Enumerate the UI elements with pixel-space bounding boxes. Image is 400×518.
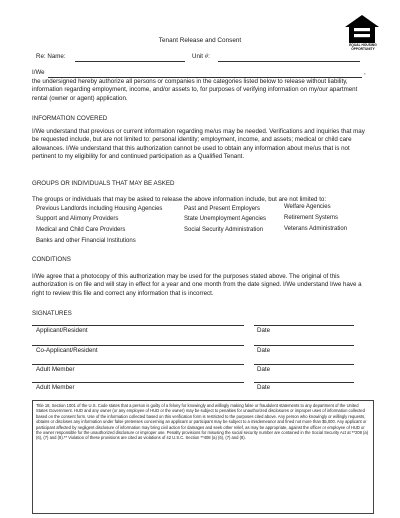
intro-paragraph: the undersigned hereby authorize all persons or companies in the categories listed below to release without liability, information regarding employment, income, and/or assets to, for purposes of verifying information on my/our apartment rental (owner or agent) application.	[32, 78, 358, 102]
logo-caption-line-1: EQUAL HOUSING	[349, 43, 377, 47]
name-field[interactable]	[75, 61, 185, 62]
group-item: Previous Landlords including Housing Agencies	[36, 206, 163, 212]
group-item: Medical and Child Care Providers	[36, 227, 126, 233]
signatures-heading: SIGNATURES	[32, 310, 72, 317]
date-line-applicant[interactable]	[254, 325, 354, 326]
signature-label: Adult Member	[36, 384, 75, 391]
date-label: Date	[257, 347, 271, 354]
logo-caption-line-2: OPPORTUNITY	[351, 47, 375, 51]
date-line-co-applicant[interactable]	[254, 345, 354, 346]
legal-notice-box	[32, 400, 374, 514]
unit-label: Unit #:	[192, 53, 210, 60]
signature-line-applicant[interactable]	[32, 325, 244, 326]
date-label: Date	[257, 327, 271, 334]
signature-label: Adult Member	[36, 366, 75, 373]
equal-housing-logo	[344, 14, 380, 56]
date-line-adult-member-1[interactable]	[254, 364, 354, 365]
group-item: Retirement Systems	[284, 215, 339, 221]
signature-label: Applicant/Resident	[36, 327, 88, 334]
group-item: Social Security Administration	[184, 227, 264, 233]
signature-line-co-applicant[interactable]	[32, 345, 244, 346]
group-item: Past and Present Employers	[184, 206, 261, 212]
information-covered-heading: INFORMATION COVERED	[32, 115, 108, 122]
signature-line-adult-member-2[interactable]	[32, 382, 244, 383]
groups-heading: GROUPS OR INDIVIDUALS THAT MAY BE ASKED	[32, 180, 175, 187]
group-item: State Unemployment Agencies	[184, 216, 267, 222]
groups-intro: The groups or individuals that may be asked to release the above information include, but are not limited to:	[32, 196, 327, 203]
group-item: Support and Alimony Providers	[36, 216, 119, 222]
legal-notice-text: Title 18, Section 1001 of the U.S. Code states that a person is guilty of a felony for knowingly and willingly making false or fraudulent statements to any department of the United States Government. HUD and any owner (or any employee of HUD or the owner) may be subject to penalties for unauthorized disclosures or improper uses of information collected based on the consent form. Use of the information collected based on this verification form is restricted to the purposes cited above. Any person who knowingly or willingly requests, obtains or discloses any information under false pretenses concerning an applicant or participant may be subject to a misdemeanor and fined not more than $5,000. Any applicant or participant affected by negligent disclosure of information may bring civil action for damages and seek other relief, as may be appropriate, against the officer or employee of HUD or the owner responsible for the unauthorized disclosure or improper use. Penalty provisions for misusing the social security number are contained in the Social Security Act at **208 (a) (6), (7) and (8).** Violation of these provisions are cited as violations of 42 U.S.C. Section **408 (a) (6), (7) and (8).	[36, 403, 369, 441]
group-item: Veterans Administration	[284, 226, 348, 232]
date-label: Date	[257, 384, 271, 391]
re-name-label: Re: Name:	[36, 53, 66, 60]
date-label: Date	[257, 366, 271, 373]
form-title: Tenant Release and Consent	[158, 37, 242, 44]
unit-field[interactable]	[218, 61, 360, 62]
date-line-adult-member-2[interactable]	[254, 382, 354, 383]
conditions-body: I/We agree that a photocopy of this authorization may be used for the purposes stated above. The original of this authorization is on file and will stay in effect for a year and one month from the date signed. I/We understand I/we have a right to review this file and correct any information that is incorrect.	[32, 273, 362, 297]
group-item: Welfare Agencies	[284, 204, 331, 210]
signature-label: Co-Applicant/Resident	[36, 347, 98, 354]
information-covered-body: I/We understand that previous or current information regarding me/us may be needed. Verifications and inquiries that may be requested include, but are not limited to: personal identity; employment, income, and assets; medical or child care allowances. I/We understand that this authorization cannot be used to obtain any information about me/us that is not pertinent to my eligibility for and continued participation as a Qualified Tenant.	[32, 128, 365, 161]
i-we-comma: ,	[364, 69, 366, 76]
conditions-heading: CONDITIONS	[32, 256, 71, 263]
signature-line-adult-member-1[interactable]	[32, 364, 244, 365]
group-item: Banks and other Financial Institutions	[36, 238, 136, 244]
i-we-label: I/We	[32, 69, 45, 76]
